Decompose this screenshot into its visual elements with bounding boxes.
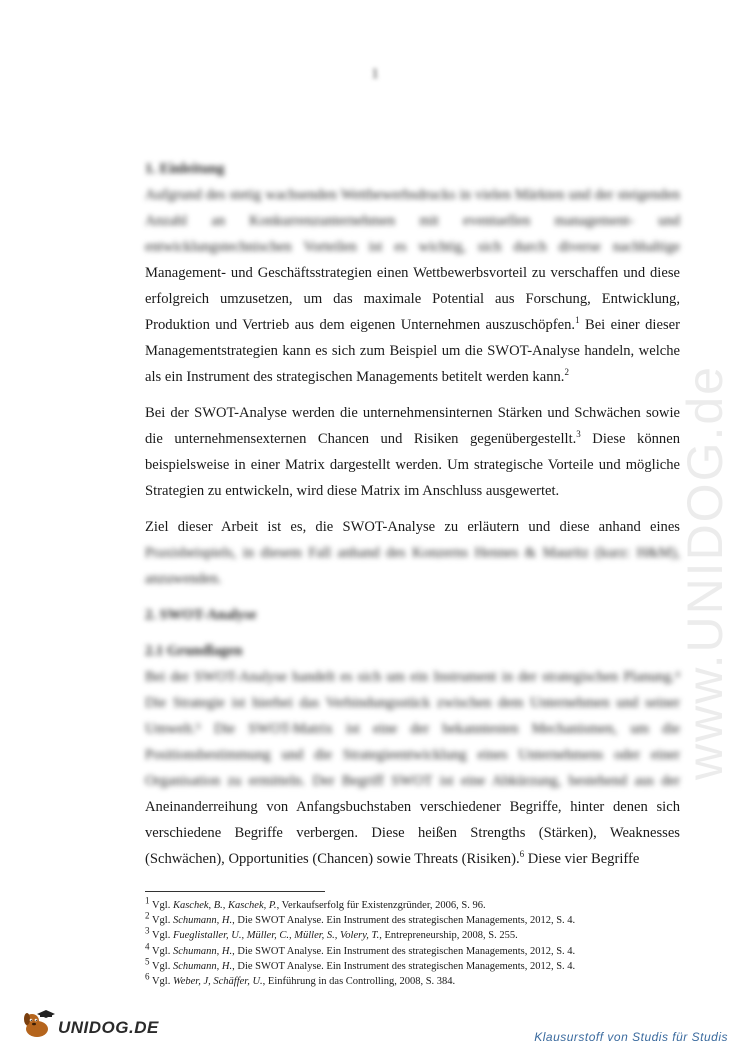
blurred-text: Praxisbeispiels, in diesem Fall anhand des Konzerns Hennes & Mauritz (kurz: H&M), anzuwenden. bbox=[145, 545, 680, 587]
footnote: $^4$ Vgl. Schumann, H., Die SWOT Analyse. Ein Instrument des strategischen Managements, 2012, S. 4. bbox=[145, 941, 576, 957]
footnote-ref: 1 bbox=[575, 315, 580, 326]
text: Aneinanderreihung von Anfangsbuchstaben verschiedener Begriffe, hinter denen sich verschiedene Begriffe verbergen. Diese heißen Strengths (Stärken), Weaknesses (Schwächen), Opportunities (Chancen) sowie Threats (Risiken). bbox=[145, 799, 680, 867]
footnote-ref: 2 bbox=[564, 367, 569, 378]
footnote-ref: 6 bbox=[519, 849, 525, 860]
logo-text: UNIDOG.DE bbox=[58, 1017, 159, 1037]
footnote: $^6$ Vgl. Weber, J, Schäffer, U., Einführung in das Controlling, 2008, S. 384. bbox=[145, 971, 456, 988]
heading-swot-analyse: 2. SWOT-Analyse bbox=[145, 607, 257, 623]
paragraph-4 bbox=[145, 664, 680, 872]
footnote: $^1$ Vgl. Kaschek, B., Kaschek, P., Verkaufserfolg für Existenzgründer, 2006, S. 96. bbox=[145, 895, 486, 911]
footnotes bbox=[145, 895, 705, 989]
text: Diese können beispielsweise in einer Matrix dargestellt werden. Um strategische Vorteile und mögliche Strategien zu entwickeln, wird diese Matrix im Anschluss ausgewertet. bbox=[145, 431, 680, 499]
paragraph-2 bbox=[145, 400, 680, 504]
text: Ziel dieser Arbeit ist es, die SWOT-Analyse zu erläutern und diese anhand eines bbox=[145, 519, 680, 535]
heading-introduction: 1. Einleitung bbox=[145, 161, 225, 177]
text: Diese vier Begriffe bbox=[524, 851, 640, 867]
footnote-ref: 3 bbox=[576, 429, 581, 440]
paragraph-1 bbox=[145, 182, 680, 390]
paragraph-3 bbox=[145, 514, 680, 592]
footnote: $^3$ Vgl. Fueglistaller, U., Müller, C., Müller, S., Volery, T., Entrepreneurship, 2008, S. 255. bbox=[145, 925, 518, 942]
document-body bbox=[145, 156, 680, 872]
blurred-text: Aufgrund des stetig wachsenden Wettbewerbsdrucks in vielen Märkten und der steigenden Anzahl an Konkurrenzunternehmen mit eventuellen management- und entwicklungstechnischen Vorteilen ist es wichtig, sich durch diverse nachhaltige bbox=[145, 187, 680, 255]
text: Bei der SWOT-Analyse werden die unternehmensinternen Stärken und Schwächen sowie die unternehmensexternen Chancen und Risiken gegenübergestellt. bbox=[145, 405, 680, 447]
blurred-text: Bei der SWOT-Analyse handelt es sich um ein Instrument in der strategischen Planung.⁴ Die Strategie ist hierbei das Verbindungsstück zwischen dem Unternehmen und seiner Umwelt.⁵ Die SWOT-Matrix ist eine der bekanntesten Mechanismen, um die Positionsbestimmung und die Strategieentwicklung eines Unternehmens oder einer Organisation zu ermitteln. Der Begriff SWOT ist eine Abkürzung, bestehend aus der bbox=[145, 669, 680, 789]
footnote: $^5$ Vgl. Schumann, H., Die SWOT Analyse. Ein Instrument des strategischen Managements, 2012, S. 4. bbox=[145, 956, 576, 972]
footnote-separator bbox=[145, 891, 325, 892]
page-number: 1 bbox=[371, 66, 379, 82]
footnote: $^2$ Vgl. Schumann, H., Die SWOT Analyse. Ein Instrument des strategischen Managements, 2012, S. 4. bbox=[145, 910, 576, 927]
unidog-logo[interactable] bbox=[22, 1010, 159, 1045]
heading-grundlagen: 2.1 Grundlagen bbox=[145, 643, 243, 659]
slogan: Klausurstoff von Studis für Studis bbox=[534, 1030, 728, 1044]
watermark: www.UNIDOG.de bbox=[677, 365, 733, 780]
dog-icon bbox=[22, 1010, 56, 1045]
text: Bei einer dieser Managementstrategien kann es sich zum Beispiel um die SWOT-Analyse handeln, welche als ein Instrument des strategischen Managements betitelt werden kann. bbox=[145, 317, 680, 385]
text: Management- und Geschäftsstrategien einen Wettbewerbsvorteil zu verschaffen und diese erfolgreich umzusetzen, um das maximale Potential aus Forschung, Entwicklung, Produktion und Vertrieb aus dem eigenen Unternehmen auszuschöpfen. bbox=[145, 265, 680, 333]
